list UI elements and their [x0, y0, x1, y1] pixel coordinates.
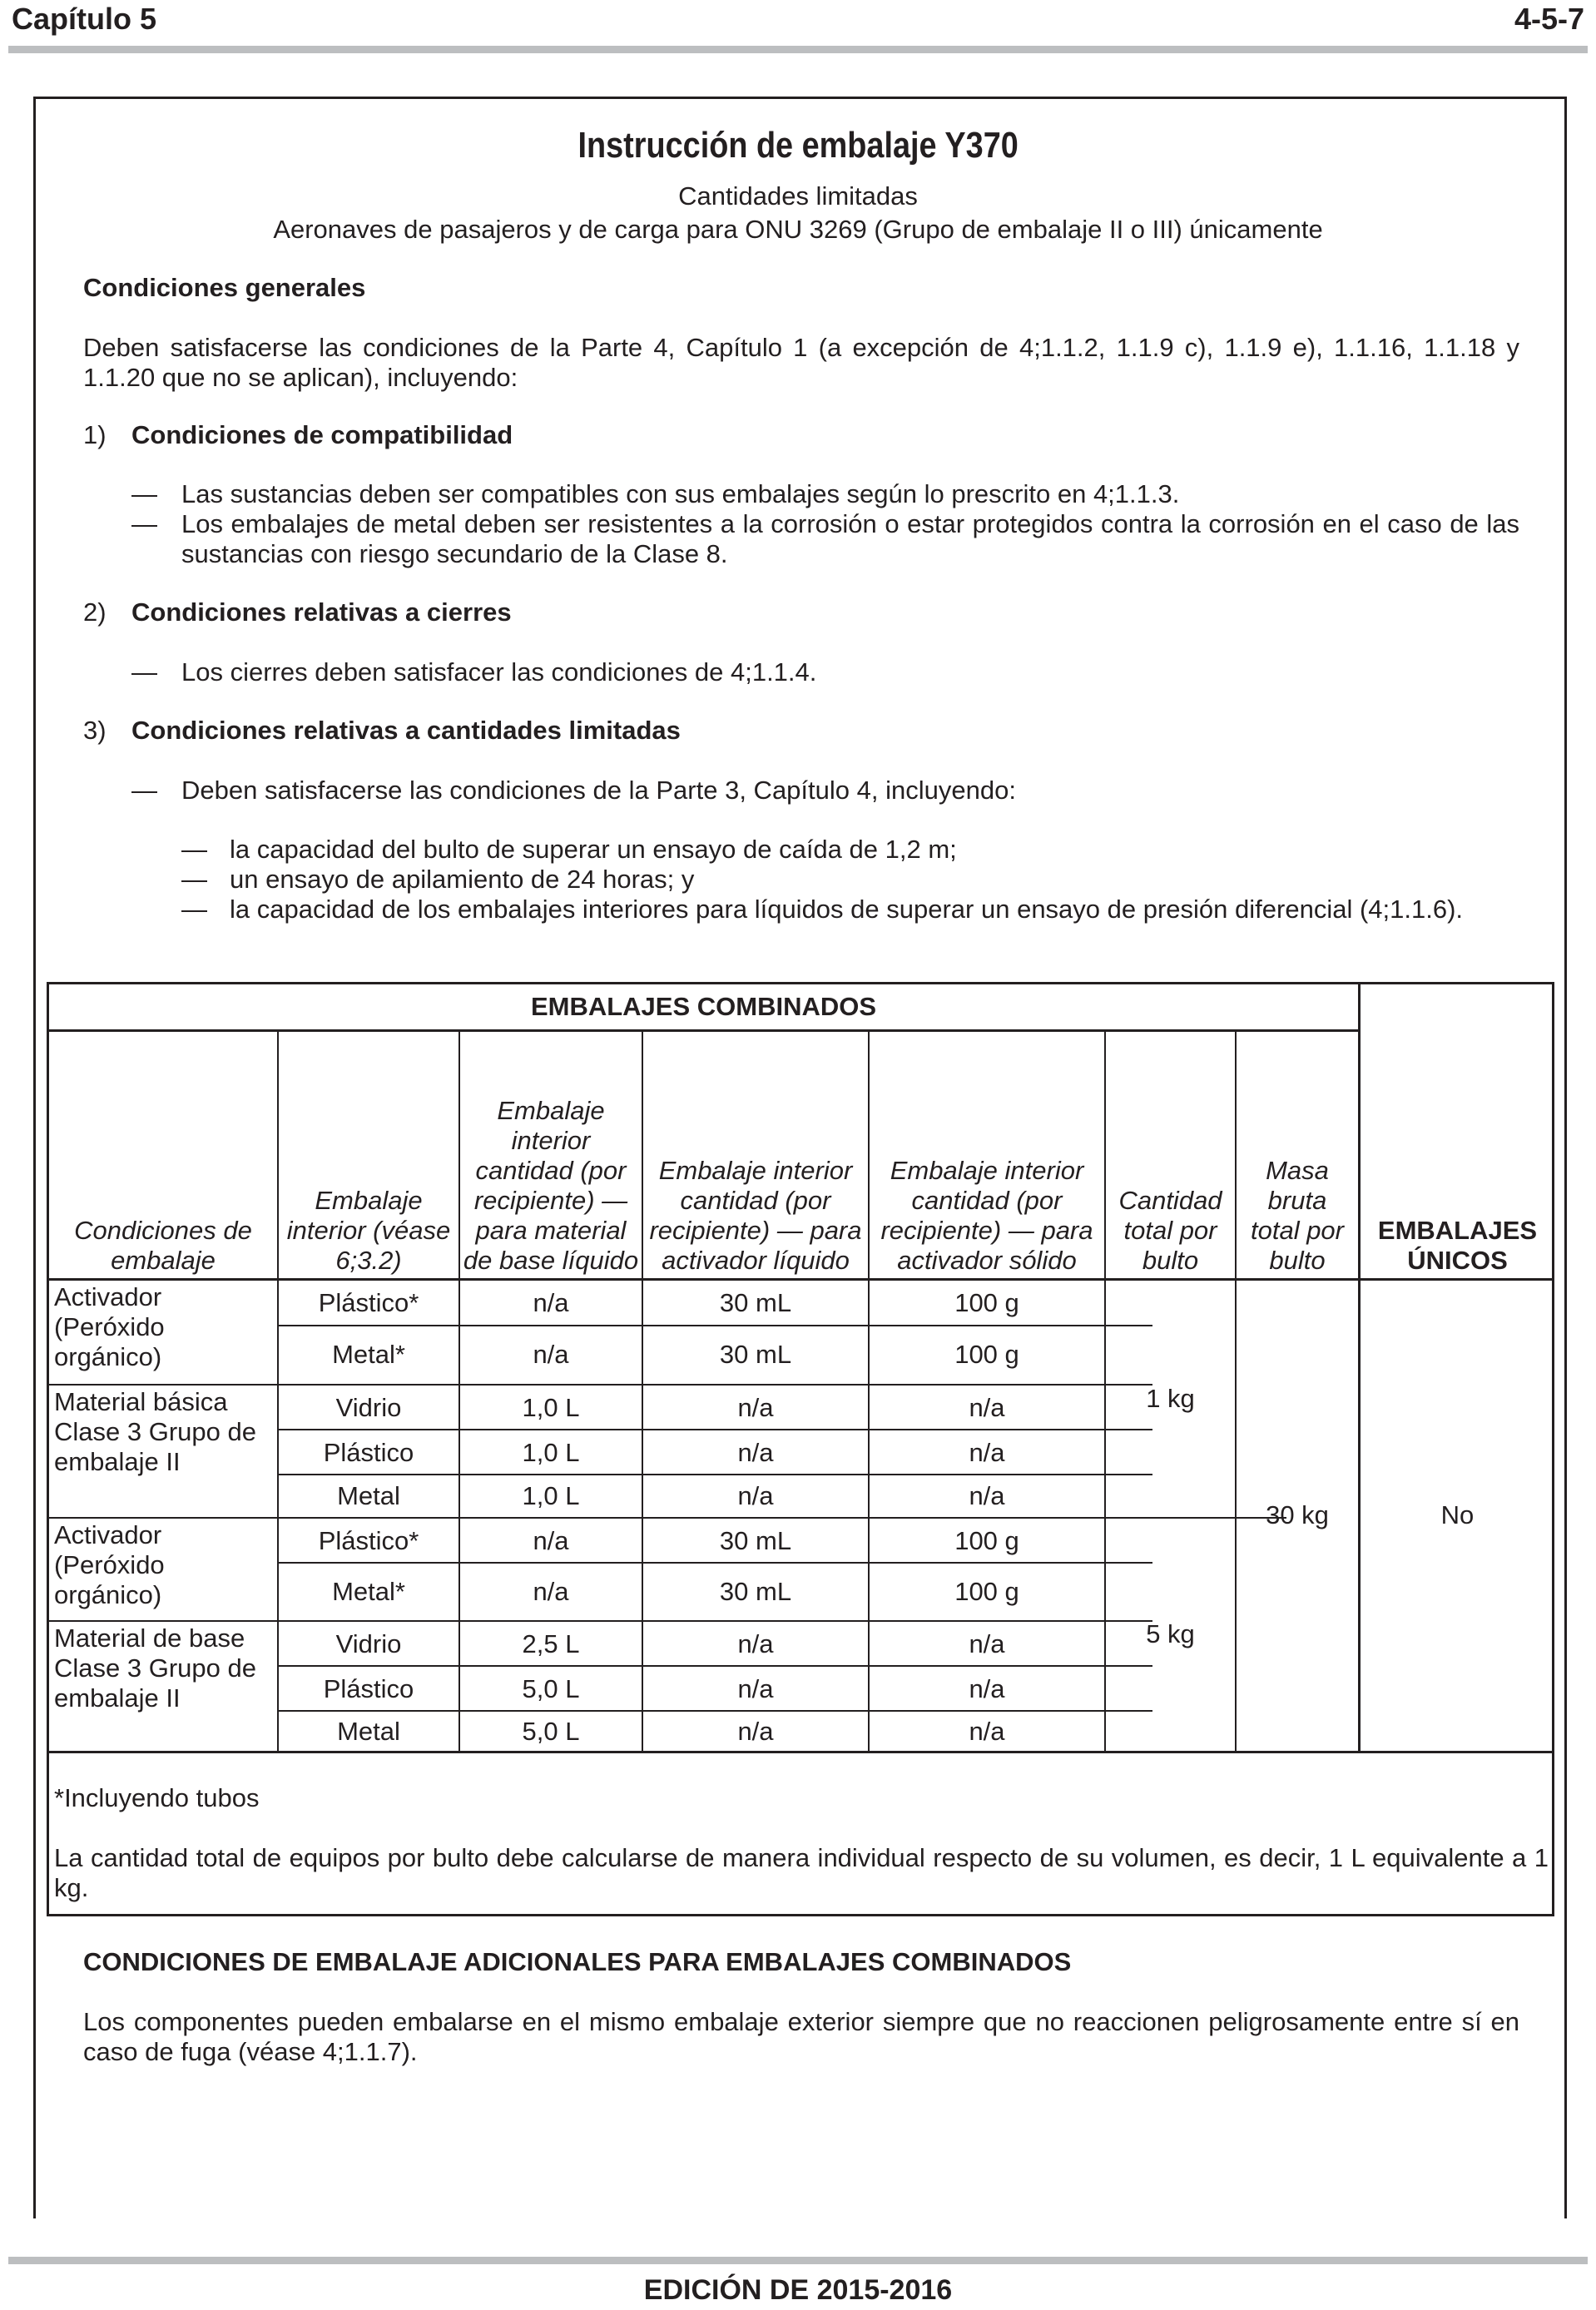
s1-item-2: Los embalajes de metal deben ser resistentes a la corrosión o estar protegidos contra la corrosión en el caso de las sustancias con riesgo secundario de la Clase 8.: [181, 509, 1519, 568]
inner-packaging-cell: Metal*: [332, 1340, 405, 1369]
total-per-package-1: 1 kg: [1146, 1384, 1195, 1413]
section-2-number: 2): [83, 597, 107, 627]
note-total-quantity: La cantidad total de equipos por bulto debe calcularse de manera individual respecto de su volumen, es decir, 1 L equivalente a 1 kg.: [54, 1843, 1549, 1902]
base-liquid-cell: 1,0 L: [522, 1393, 580, 1422]
group-label: Material de base Clase 3 Grupo de embalaje II: [54, 1623, 256, 1713]
dash-bullet: —: [181, 895, 207, 924]
activator-solid-cell: n/a: [969, 1481, 1005, 1510]
activator-solid-cell: n/a: [969, 1629, 1005, 1658]
activator-liquid-cell: n/a: [737, 1481, 774, 1510]
general-heading: Condiciones generales: [83, 273, 366, 302]
col-header-total-per-package: Cantidad total por bulto: [1118, 1186, 1222, 1275]
col-header-activator-liquid: Embalaje interior cantidad (por recipiente) — para activador líquido: [649, 1156, 862, 1275]
total-per-package-2: 5 kg: [1146, 1619, 1195, 1648]
section-1-number: 1): [83, 420, 107, 449]
dash-bullet: —: [131, 509, 157, 538]
section-3-number: 3): [83, 716, 107, 745]
section-1-heading: Condiciones de compatibilidad: [131, 420, 513, 449]
section-2-heading: Condiciones relativas a cierres: [131, 597, 512, 627]
additional-conditions-heading: CONDICIONES DE EMBALAJE ADICIONALES PARA EMBALAJES COMBINADOS: [83, 1947, 1072, 1976]
chapter-label: Capítulo 5: [12, 2, 157, 36]
inner-packaging-cell: Plástico*: [318, 1288, 419, 1317]
footer-rule: [8, 2257, 1588, 2264]
group-label: Activador (Peróxido orgánico): [54, 1282, 165, 1371]
activator-solid-cell: n/a: [969, 1393, 1005, 1422]
subtitle-aircraft: Aeronaves de pasajeros y de carga para ONU 3269 (Grupo de embalaje II o III) únicamente: [273, 215, 1323, 244]
base-liquid-cell: 2,5 L: [522, 1629, 580, 1658]
base-liquid-cell: n/a: [533, 1288, 569, 1317]
inner-packaging-cell: Metal: [337, 1481, 400, 1510]
base-liquid-cell: 1,0 L: [522, 1438, 580, 1467]
section-3-heading: Condiciones relativas a cantidades limitadas: [131, 716, 681, 745]
dash-bullet: —: [181, 835, 207, 864]
activator-liquid-cell: n/a: [737, 1674, 774, 1703]
activator-solid-cell: 100 g: [954, 1577, 1019, 1606]
dash-bullet: —: [131, 657, 157, 687]
page-number: 4-5-7: [1514, 2, 1584, 36]
s3-subitem-1: la capacidad del bulto de superar un ensayo de caída de 1,2 m;: [230, 835, 957, 864]
dash-bullet: —: [131, 776, 157, 805]
activator-solid-cell: n/a: [969, 1717, 1005, 1746]
inner-packaging-cell: Plástico*: [318, 1526, 419, 1555]
additional-conditions-text: Los componentes pueden embalarse en el mismo embalaje exterior siempre que no reaccionen peligrosamente entre sí en caso de fuga (véase 4;1.1.7).: [83, 2007, 1519, 2066]
activator-liquid-cell: 30 mL: [719, 1577, 792, 1606]
activator-liquid-cell: n/a: [737, 1393, 774, 1422]
s1-item-1: Las sustancias deben ser compatibles con sus embalajes según lo prescrito en 4;1.1.3.: [181, 479, 1180, 508]
dash-bullet: —: [181, 865, 207, 894]
base-liquid-cell: 5,0 L: [522, 1674, 580, 1703]
base-liquid-cell: n/a: [533, 1340, 569, 1369]
inner-packaging-cell: Vidrio: [335, 1629, 402, 1658]
activator-liquid-cell: 30 mL: [719, 1340, 792, 1369]
general-text: Deben satisfacerse las condiciones de la Parte 4, Capítulo 1 (a excepción de 4;1.1.2, 1.1.9 c), 1.1.9 e), 1.1.16, 1.1.18 y 1.1.20 que no se aplican), incluyendo:: [83, 333, 1519, 392]
activator-liquid-cell: 30 mL: [719, 1526, 792, 1555]
activator-solid-cell: 100 g: [954, 1526, 1019, 1555]
s3-item-1: Deben satisfacerse las condiciones de la Parte 3, Capítulo 4, incluyendo:: [181, 776, 1016, 805]
inner-packaging-cell: Plástico: [323, 1674, 414, 1703]
activator-solid-cell: 100 g: [954, 1288, 1019, 1317]
base-liquid-cell: 1,0 L: [522, 1481, 580, 1510]
grid-line: [49, 1029, 1358, 1032]
note-tubes: *Incluyendo tubos: [54, 1783, 260, 1812]
inner-packaging-cell: Metal*: [332, 1577, 405, 1606]
col-header-packing-conditions: Condiciones de embalaje: [74, 1216, 252, 1275]
single-packagings-value: No: [1440, 1500, 1475, 1529]
page-title: Instrucción de embalaje Y370: [577, 125, 1019, 166]
s2-item-1: Los cierres deben satisfacer las condiciones de 4;1.1.4.: [181, 657, 817, 687]
base-liquid-cell: n/a: [533, 1577, 569, 1606]
activator-solid-cell: n/a: [969, 1438, 1005, 1467]
gross-mass-value: 30 kg: [1266, 1500, 1329, 1529]
inner-packaging-cell: Plástico: [323, 1438, 414, 1467]
col-header-activator-solid: Embalaje interior cantidad (por recipiente) — para activador sólido: [880, 1156, 1093, 1275]
base-liquid-cell: 5,0 L: [522, 1717, 580, 1746]
col-header-base-liquid: Embalaje interior cantidad (por recipiente) — para material de base líquido: [463, 1096, 639, 1275]
group-label: Activador (Peróxido orgánico): [54, 1520, 165, 1609]
combined-packagings-header: EMBALAJES COMBINADOS: [530, 992, 877, 1021]
activator-solid-cell: n/a: [969, 1674, 1005, 1703]
packing-table: [47, 982, 1554, 1916]
group-label: Material básica Clase 3 Grupo de embalaje II: [54, 1387, 256, 1476]
inner-packaging-cell: Vidrio: [335, 1393, 402, 1422]
edition-footer: EDICIÓN DE 2015-2016: [643, 2274, 953, 2306]
subtitle-limited-quantities: Cantidades limitadas: [678, 181, 918, 211]
col-header-gross-mass: Masa bruta total por bulto: [1250, 1156, 1344, 1275]
inner-packaging-cell: Metal: [337, 1717, 400, 1746]
s3-subitem-2: un ensayo de apilamiento de 24 horas; y: [230, 865, 695, 894]
base-liquid-cell: n/a: [533, 1526, 569, 1555]
activator-liquid-cell: n/a: [737, 1629, 774, 1658]
single-packagings-header: EMBALAJES ÚNICOS: [1377, 1216, 1538, 1275]
activator-liquid-cell: n/a: [737, 1717, 774, 1746]
activator-liquid-cell: 30 mL: [719, 1288, 792, 1317]
activator-solid-cell: 100 g: [954, 1340, 1019, 1369]
s3-subitem-3: la capacidad de los embalajes interiores para líquidos de superar un ensayo de presión diferencial (4;1.1.6).: [230, 895, 1464, 924]
dash-bullet: —: [131, 479, 157, 508]
header-rule: [8, 46, 1588, 53]
activator-liquid-cell: n/a: [737, 1438, 774, 1467]
col-header-inner-packaging: Embalaje interior (véase 6;3.2): [286, 1186, 451, 1275]
